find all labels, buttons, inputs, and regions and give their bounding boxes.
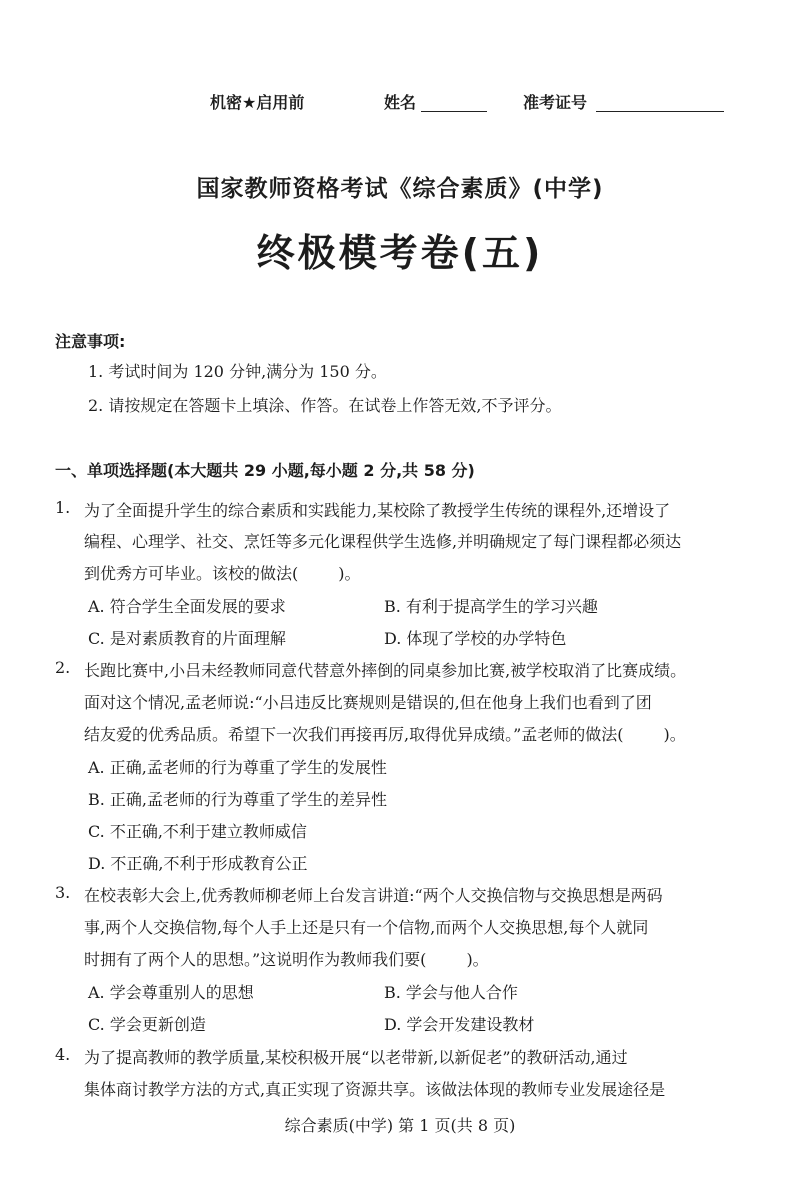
question-tail: )。 <box>338 564 361 583</box>
option-c: C. 是对素质教育的片面理解 <box>88 629 286 648</box>
question-number: 2. <box>55 658 71 677</box>
option-a: A. 正确,孟老师的行为尊重了学生的发展性 <box>88 758 387 777</box>
question-text-line: 在校表彰大会上,优秀教师柳老师上台发言讲道:“两个人交换信物与交换思想是两码 <box>84 886 663 905</box>
paper-title: 终极模考卷(五) <box>256 231 544 275</box>
question-text-line: 事,两个人交换信物,每个人手上还是只有一个信物,而两个人交换思想,每个人就同 <box>84 918 649 937</box>
option-d: D. 体现了学校的办学特色 <box>384 629 567 648</box>
option-b: B. 有利于提高学生的学习兴趣 <box>384 597 598 616</box>
question-text: 时拥有了两个人的思想。”这说明作为教师我们要( <box>84 950 427 969</box>
question-text-line: 集体商讨教学方法的方式,真正实现了资源共享。该做法体现的教师专业发展途径是 <box>84 1080 666 1099</box>
exam-id-blank-line <box>596 111 724 112</box>
option-a: A. 符合学生全面发展的要求 <box>88 597 286 616</box>
question-number: 3. <box>55 883 71 902</box>
exam-id-label: 准考证号 <box>523 93 588 112</box>
question-text-line <box>84 561 361 584</box>
option-b: B. 正确,孟老师的行为尊重了学生的差异性 <box>88 790 388 809</box>
exam-title: 国家教师资格考试《综合素质》(中学) <box>196 176 604 202</box>
question-number: 1. <box>55 498 71 517</box>
question-text-line: 为了全面提升学生的综合素质和实践能力,某校除了教授学生传统的课程外,还增设了 <box>84 501 671 520</box>
question-text-line <box>84 722 686 745</box>
option-c: C. 不正确,不利于建立教师威信 <box>88 822 307 841</box>
question-number: 4. <box>55 1045 71 1064</box>
header-row <box>0 90 800 116</box>
question-text-line: 面对这个情况,孟老师说:“小吕违反比赛规则是错误的,但在他身上我们也看到了团 <box>84 693 652 712</box>
question-tail: )。 <box>466 950 489 969</box>
name-label: 姓名 <box>384 93 417 112</box>
name-blank-line <box>421 111 487 112</box>
question-text-line: 为了提高教师的教学质量,某校积极开展“以老带新,以新促老”的教研活动,通过 <box>84 1048 628 1067</box>
option-d: D. 学会开发建设教材 <box>384 1015 535 1034</box>
page-footer: 综合素质(中学) 第 1 页(共 8 页) <box>284 1116 516 1135</box>
question-text-line <box>84 947 489 970</box>
notice-item: 1. 考试时间为 120 分钟,满分为 150 分。 <box>88 362 387 381</box>
question-text-line: 编程、心理学、社交、烹饪等多元化课程供学生选修,并明确规定了每门课程都必须达 <box>84 532 682 551</box>
question-text: 结友爱的优秀品质。希望下一次我们再接再厉,取得优异成绩。”孟老师的做法( <box>84 725 624 744</box>
question-text: 到优秀方可毕业。该校的做法( <box>84 564 299 583</box>
option-b: B. 学会与他人合作 <box>384 983 518 1002</box>
notice-item: 2. 请按规定在答题卡上填涂、作答。在试卷上作答无效,不予评分。 <box>88 396 562 415</box>
option-c: C. 学会更新创造 <box>88 1015 206 1034</box>
confidential-mark: 机密★启用前 <box>210 93 305 112</box>
question-tail: )。 <box>663 725 686 744</box>
question-text-line: 长跑比赛中,小吕未经教师同意代替意外摔倒的同桌参加比赛,被学校取消了比赛成绩。 <box>84 661 687 680</box>
option-a: A. 学会尊重别人的思想 <box>88 983 254 1002</box>
option-d: D. 不正确,不利于形成教育公正 <box>88 854 308 873</box>
section-heading: 一、单项选择题(本大题共 29 小题,每小题 2 分,共 58 分) <box>55 461 475 480</box>
notice-heading: 注意事项: <box>55 332 126 351</box>
